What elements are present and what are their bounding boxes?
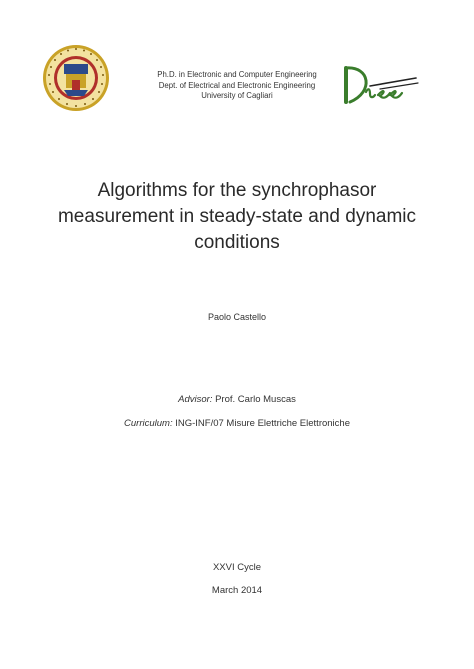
thesis-title [40, 178, 434, 256]
curriculum-line [0, 418, 474, 429]
author-name: Paolo Castello [207, 312, 267, 322]
advisor-label: Advisor: [178, 394, 213, 405]
submission-date: March 2014 [211, 585, 263, 596]
title-line-3: conditions [194, 232, 280, 253]
university-seal-logo [42, 44, 110, 112]
doctoral-cycle: XXVI Cycle [212, 562, 262, 573]
header-university: University of Cagliari [201, 91, 273, 100]
advisor-value: Prof. Carlo Muscas [215, 394, 296, 405]
title-line-1: Algorithms for the synchrophasor [97, 180, 377, 201]
header-department: Dept. of Electrical and Electronic Engineering [158, 80, 316, 90]
title-line-2: measurement in steady-state and dynamic [57, 206, 416, 227]
header-program: Ph.D. in Electronic and Computer Engineering [157, 70, 317, 79]
department-header [118, 70, 356, 102]
curriculum-label: Curriculum: [124, 418, 173, 429]
advisor-line [0, 394, 474, 405]
curriculum-value: ING-INF/07 Misure Elettriche Elettroniche [175, 418, 350, 429]
